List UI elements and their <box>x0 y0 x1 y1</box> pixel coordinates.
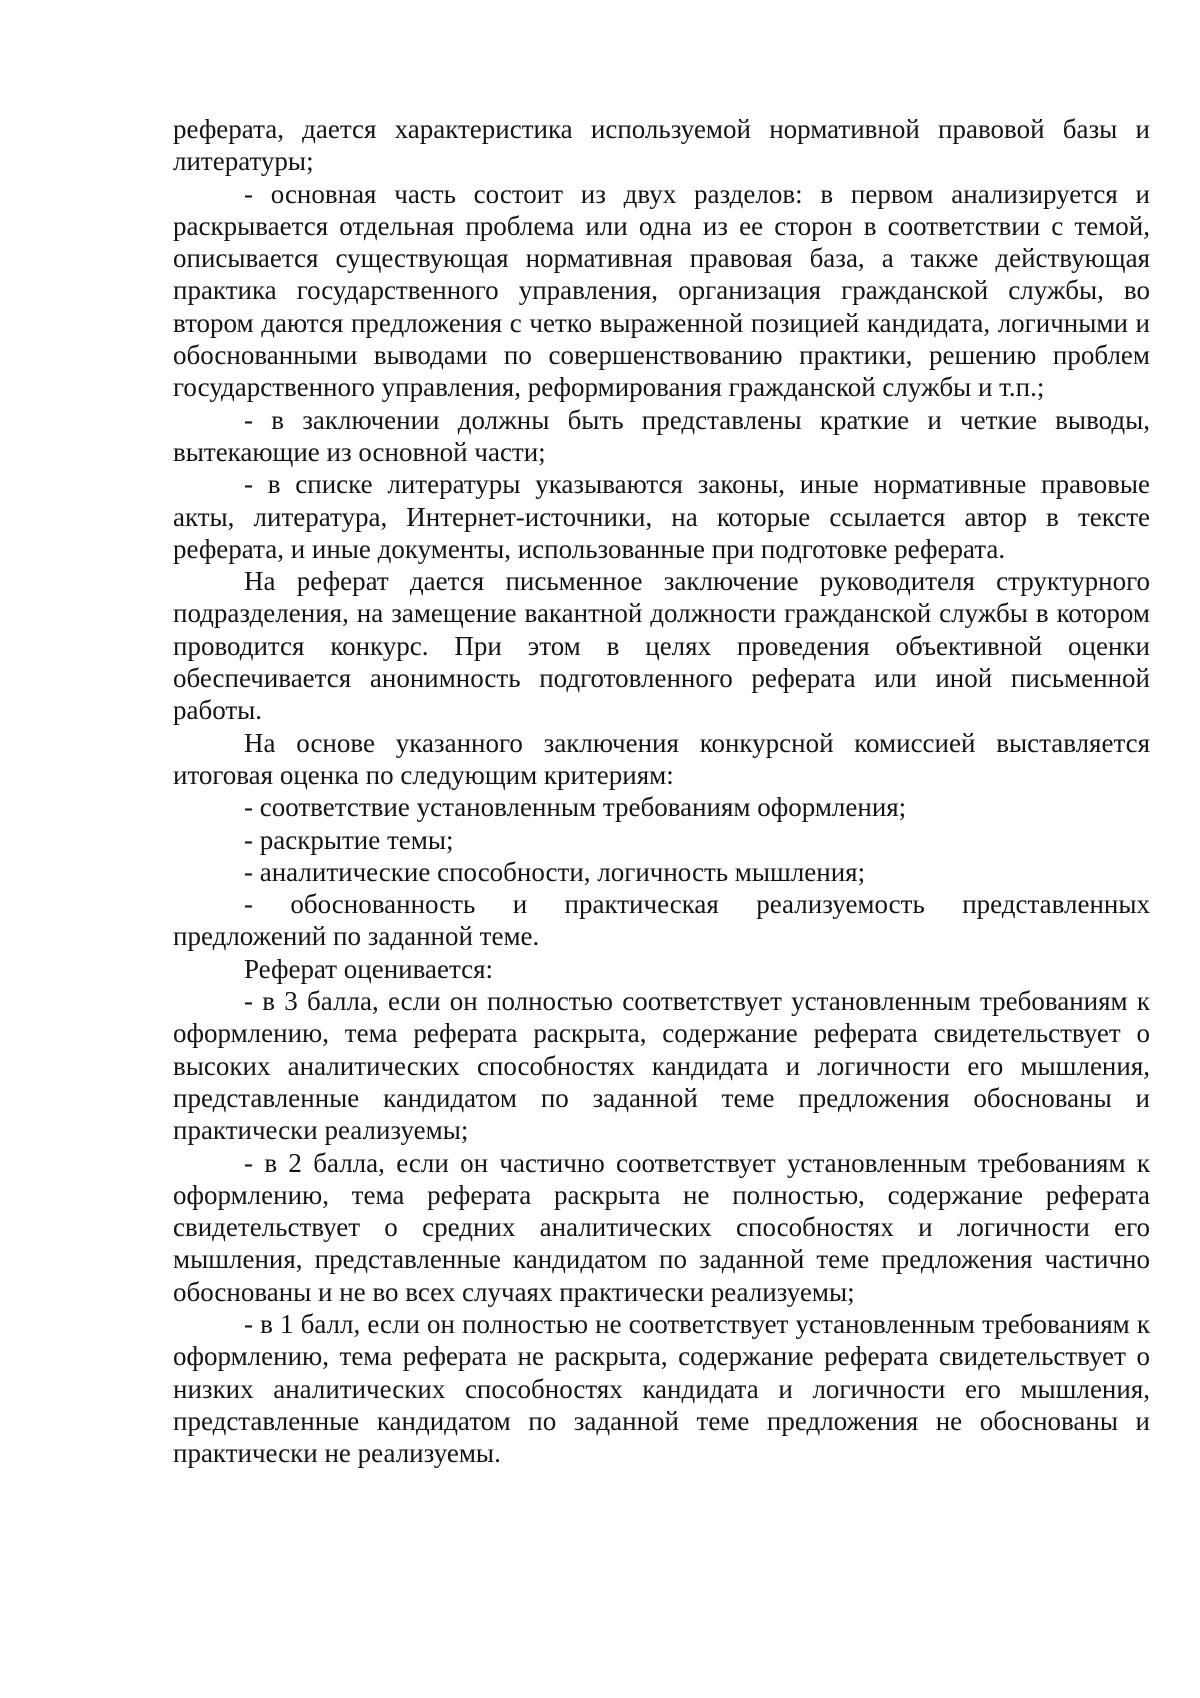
paragraph-written-review: На реферат дается письменное заключение руководителя структурного подразделения, на замещение вакантной должности гражданской службы в котором проводится конкурс. При этом в целях проведения объективной оценки обеспечивается анонимность подготовленного реферата или иной письменной работы. <box>173 566 1150 726</box>
paragraph-conclusion: - в заключении должны быть представлены краткие и четкие выводы, вытекающие из основной части; <box>173 404 1150 467</box>
criterion-formatting: - соответствие установленным требованиям оформления; <box>244 792 907 823</box>
paragraph-grading-intro: Реферат оценивается: <box>244 953 494 984</box>
paragraph-literature-list: - в списке литературы указываются законы, иные нормативные правовые акты, литература, Интернет-источники, на которые ссылается автор в тексте реферата, и иные документы, использованные при подготовке реферата. <box>173 469 1150 564</box>
paragraph-criteria-intro: На основе указанного заключения конкурсной комиссией выставляется итоговая оценка по следующим критериям: <box>173 727 1150 790</box>
grade-1-point: - в 1 балл, если он полностью не соответствует установленным требованиям к оформлению, тема реферата не раскрыта, содержание реферата свидетельствует о низких аналитических способностях кандидата и логичности его мышления, представленные кандидатом по заданной теме предложения не обоснованы и практически не реализуемы. <box>173 1308 1150 1469</box>
grade-2-points: - в 2 балла, если он частично соответствует установленным требованиям к оформлению, тема реферата раскрыта не полностью, содержание реферата свидетельствует о средних аналитических способностях и логичности его мышления, представленные кандидатом по заданной теме предложения частично обоснованы и не во всех случаях практически реализуемы; <box>173 1147 1150 1307</box>
criterion-feasibility: - обоснованность и практическая реализуемость представленных предложений по заданной теме. <box>173 889 1150 952</box>
document-body <box>173 113 1150 1469</box>
criterion-analytics: - аналитические способности, логичность мышления; <box>244 856 866 887</box>
grade-3-points: - в 3 балла, если он полностью соответствует установленным требованиям к оформлению, тема реферата раскрыта, содержание реферата свидетельствует о высоких аналитических способностях кандидата и логичности его мышления, представленные кандидатом по заданной теме предложения обоснованы и практически реализуемы; <box>173 986 1150 1146</box>
paragraph-main-part: - основная часть состоит из двух разделов: в первом анализируется и раскрывается отдельная проблема или одна из ее сторон в соответствии с темой, описывается существующая нормативная правовая база, а также действующая практика государственного управления, организация гражданской службы, во втором даются предложения с четко выраженной позицией кандидата, логичными и обоснованными выводами по совершенствованию практики, решению проблем государственного управления, реформирования гражданской службы и т.п.; <box>173 178 1150 403</box>
paragraph-continuation: реферата, дается характеристика используемой нормативной правовой базы и литературы; <box>173 114 1150 177</box>
criterion-topic: - раскрытие темы; <box>244 824 454 855</box>
